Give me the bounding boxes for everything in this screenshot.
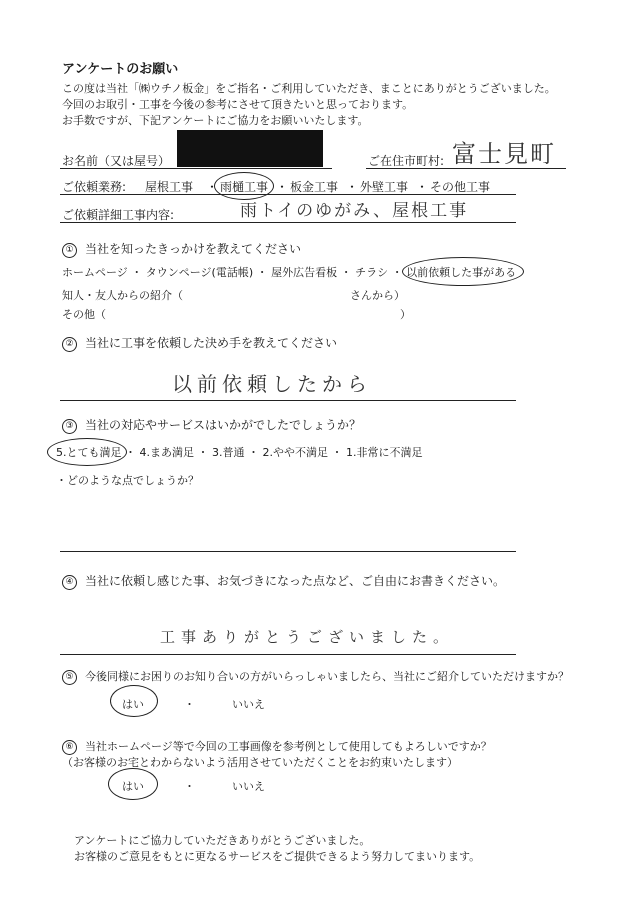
- q2-title: 当社に工事を依頼した決め手を教えてください: [85, 336, 338, 350]
- detail-handwritten: 雨トイのゆがみ、屋根工事: [240, 201, 469, 221]
- q3-heading: [62, 416, 361, 434]
- detail-label: ご依頼詳細工事内容:: [62, 208, 175, 222]
- q6-separator: ・: [184, 780, 195, 793]
- address-underline: [366, 168, 566, 169]
- q3-options: 5.とても満足 ・ 4.まあ満足 ・ 3.普通 ・ 2.やや不満足 ・ 1.非常に不満足: [56, 446, 423, 459]
- work-option-other: その他工事: [430, 180, 491, 194]
- q6-selected-circle: [108, 768, 158, 800]
- q2-underline: [60, 400, 516, 401]
- footer-line-2: お客様のご意見をもとに更なるサービスをご提供できるよう努力してまいります。: [74, 850, 481, 863]
- q4-underline: [60, 654, 516, 655]
- work-separator: ・: [206, 180, 219, 194]
- q3-title: 当社の対応やサービスはいかがでしたでしょうか？: [85, 418, 362, 432]
- q4-handwritten-answer: 工事ありがとうございました。: [160, 628, 455, 646]
- work-separator: ・: [276, 180, 289, 194]
- work-option-exterior: 外壁工事: [360, 180, 409, 194]
- work-option-sheet-metal: 板金工事: [290, 180, 339, 194]
- work-separator: ・: [346, 180, 359, 194]
- q1-heading: [62, 240, 301, 258]
- intro-line-2: 今回のお取引・工事を今後の参考にさせて頂きたいと思っております。: [62, 98, 414, 111]
- q1-selected-circle: [402, 257, 524, 286]
- q1-title: 当社を知ったきっかけを教えてください: [85, 242, 302, 256]
- q5-heading: [62, 668, 569, 685]
- intro-line-1: この度は当社「㈱ウチノ板金」をご指名・ご利用していただき、まことにありがとうございました。: [62, 82, 556, 95]
- name-label: お名前（又は屋号）: [62, 154, 171, 168]
- q2-handwritten-answer: 以前依頼したから: [172, 372, 372, 396]
- q1-referral-suffix: さんから）: [350, 289, 405, 302]
- q3-underline: [60, 551, 516, 552]
- q1-options: ホームページ ・ タウンページ(電話帳) ・ 屋外広告看板 ・ チラシ ・ 以前依頼した事がある: [62, 266, 517, 279]
- q1-other-label: その他（: [62, 308, 106, 321]
- q2-heading: [62, 334, 337, 352]
- q4-number: ④: [62, 575, 77, 590]
- q1-number: ①: [62, 243, 77, 258]
- intro-line-3: お手数ですが、下記アンケートにご協力をお願いいたします。: [62, 114, 369, 127]
- q3-followup: ・どのような点でしょうか？: [56, 474, 199, 487]
- q5-selected-circle: [110, 685, 158, 717]
- work-option-roof: 屋根工事: [145, 180, 194, 194]
- q1-other-close: ）: [400, 308, 411, 321]
- q5-yes: はい: [122, 698, 144, 711]
- address-label: ご在住市町村:: [368, 154, 445, 168]
- q6-title: 当社ホームページ等で今回の工事画像を参考例として使用してもよろしいですか？: [85, 740, 492, 753]
- work-option-gutter: 雨樋工事: [220, 180, 269, 194]
- q5-number: ⑤: [62, 670, 77, 685]
- q1-referral-label: 知人・友人からの紹介（: [62, 289, 183, 302]
- detail-underline: [60, 222, 516, 223]
- q6-number: ⑥: [62, 740, 77, 755]
- q3-selected-circle: [47, 438, 127, 466]
- q6-no: いいえ: [232, 780, 265, 793]
- q3-number: ③: [62, 419, 77, 434]
- name-underline: [60, 168, 332, 169]
- redacted-name-box: [177, 130, 323, 167]
- q4-heading: [62, 572, 505, 590]
- work-underline: [60, 194, 516, 195]
- work-label: ご依頼業務:: [62, 180, 127, 194]
- q5-separator: ・: [184, 698, 195, 711]
- q6-yes: はい: [122, 780, 144, 793]
- q2-number: ②: [62, 337, 77, 352]
- q5-no: いいえ: [232, 698, 265, 711]
- footer-line-1: アンケートにご協力していただきありがとうございました。: [74, 834, 371, 847]
- q5-title: 今後同様にお困りのお知り合いの方がいらっしゃいましたら、当社にご紹介していただけますか？: [85, 670, 569, 683]
- q6-heading: [62, 738, 492, 755]
- page-title: アンケートのお願い: [62, 62, 179, 77]
- q4-title: 当社に依頼し感じた事、お気づきになった点など、ご自由にお書きください。: [85, 574, 506, 588]
- q6-subtitle: （お客様のお宅とわからないよう活用させていただくことをお約束いたします）: [62, 756, 458, 769]
- work-separator: ・: [416, 180, 429, 194]
- address-handwritten: 富士見町: [452, 140, 556, 168]
